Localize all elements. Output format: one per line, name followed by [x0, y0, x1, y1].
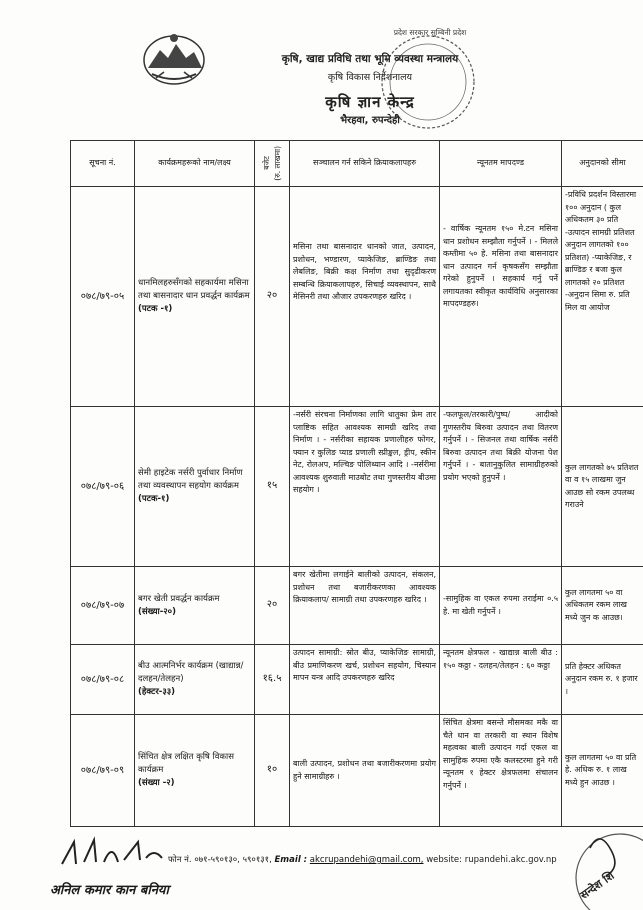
header-minimum-criteria: न्यूनतम मापदण्ड [440, 141, 562, 187]
minimum-criteria-text: - वार्षिक न्यूनतम १५० मे.टन मसिना धान प्रशोधन सम्झौता गर्नुपर्ने । - मिलले कम्तीमा ५० हे. मसिना तथा बासनादार धान उत्पादन गर्न कृषकसँग सम्झौता गरेको हुनुपर्ने । सहकार्य गर्नु पर्ने लगायतका स्वीकृत कार्यविधि अनुसारका मापदण्डहरु। [440, 187, 562, 407]
header-programme-name: कार्यक्रमहरूको नाम/लक्ष्य [135, 141, 255, 187]
table-header-row [71, 141, 643, 187]
header-budget [255, 141, 290, 187]
programme-name-text: बगर खेती प्रवर्द्धन कार्यक्रम [138, 593, 220, 604]
programme-name-text: सिंचित क्षेत्र लक्षित कृषि विकास कार्यक्रम [138, 752, 234, 775]
budget-value: १५ [255, 407, 290, 567]
header-activities: सञ्चालन गर्न सकिने क्रियाकलापहरु [290, 141, 440, 187]
budget-value: १६.५ [255, 645, 290, 715]
programme-name [135, 407, 255, 567]
grant-limit-text: कुल लागतमा ५० वा अधिकतम रकम लाख मध्ये जुन क आउछ। [562, 567, 643, 645]
activities-text: मसिना तथा बासनादार धानको जात, उत्पादन, प्रशोधन, भण्डारण, प्याकेजिङ, ब्राण्डिङ तथा लेबलिङ, बिक्री कक्ष निर्माण तथा सुदृढीकरण सम्बन्धि क्रियाकलापहरु, सिचाई व्यवस्थापन, साथै मेसिनरी तथा औजार उपकरणहरु खरिद । [290, 187, 440, 407]
budget-value: १० [255, 715, 290, 827]
header-grant-limit: अनुदानको सीमा [562, 141, 643, 187]
activities-text: उत्पादन सामाग्री: स्रोत बीउ, प्याकेजिङ सामाग्री, बीउ प्रमाणिकरण खर्च, प्रशोधन सहयोग, चिस्यान मापन यन्त्र आदि उपकरणहरु खरिद [290, 645, 440, 715]
programme-target: (पटक-१) [138, 494, 170, 504]
table-row [71, 645, 643, 715]
website-link[interactable]: rupandehi.akc.gov.np [464, 855, 557, 865]
stamp-bottom-text: सन्देश शि [577, 869, 617, 902]
table-row [71, 715, 643, 827]
activities-text: बगर खेतीमा लगाईने बालीको उत्पादन, संकलन, प्रशोधन तथा बजारीकरणका आवश्यक क्रियाकलाप/ सामाग्री तथा उपकरणहरु खरिद । [290, 567, 440, 645]
table-row [71, 187, 643, 407]
programme-table [70, 140, 643, 827]
activities-text: बाली उत्पादन, प्रशोधन तथा बजारीकरणमा प्रयोग हुने सामाग्रीहरु । [290, 715, 440, 827]
minimum-criteria-text: सिंचित क्षेत्रमा बसन्ते मौसमका मकै वा चैते धान वा तरकारी वा स्थान विशेष महत्वका बाली उत्पादन गर्दा एकल वा सामुहिक रुपमा एकै कलस्टरमा हुने गरी न्यूनतम १ हेक्टर क्षेत्रफलमा संचालन गर्नुपर्ने । [440, 715, 562, 827]
programme-target: (हेक्टर-३३) [138, 687, 176, 697]
programme-name [135, 187, 255, 407]
activities-text: -नर्सरी संरचना निर्माणका लागि धातुका फ्रेम तार प्लाष्टिक सहित आवश्यक सामग्री खरिद तथा निर्माण । - नर्सरीका सहायक प्रणालीहरु फोगर, फ्यान र कुलिङ प्याड प्रणाली स्प्रीङ्कल, ड्रीप, स्कीन नेट, रोलअप, मल्चिङ पोलिथ्यान आदि । -नर्सरीमा आवश्यक शुरुवाती माउबोट तथा गुणस्तरीय बीउमा सहयोग । [290, 407, 440, 567]
budget-value: २० [255, 187, 290, 407]
minimum-criteria-text: न्यूनतम क्षेत्रफल - खाद्यान्न बाली बीउ : १५० कठ्ठा - दलहन/तेलहन : ६० कठ्ठा [440, 645, 562, 715]
ministry-title: कृषि, खाद्य प्रविधि तथा भूमि व्यवस्था मन्त्रालय [281, 53, 459, 65]
email-label: Email : [274, 855, 308, 865]
directorate-title: कृषि विकास निर्देशनालय [327, 72, 413, 83]
office-stamp-bottom [560, 818, 643, 910]
website-label: website: [426, 855, 463, 865]
email-link[interactable]: akcrupandehi@gmail.com, [309, 855, 424, 865]
table-row [71, 407, 643, 567]
budget-value: २० [255, 567, 290, 645]
notice-number: ०७८/७९-०५ [71, 187, 135, 407]
grant-limit-text: प्रति हेक्टर अधिकत अनुदान रकम रु. १ हजार । [562, 645, 643, 715]
minimum-criteria-text: -फलफूल/तरकारी/पुष्प/ आदीको गुणस्तरीय बिरुवा उत्पादन तथा वितरण गर्नुपर्ने । - सिजनल तथा वार्षिक नर्सरी बिरुवा उत्पादन तथा बिक्री योजना पेश गर्नुपर्ने । - बातानुकुलित सामाग्रीहरुको प्रयोग भएको हुनुपर्ने । [440, 407, 562, 567]
programme-name [135, 567, 255, 645]
programme-target: (पटक -१) [138, 304, 173, 314]
programme-name-text: सेमी हाइटेक नर्सरी पुर्वाधार निर्माण तथा व्यवस्थापन सहयोग कार्यक्रम [138, 468, 243, 491]
table-row [71, 567, 643, 645]
phone-number: ०७१-५९०१३०, ५९०१३१, [194, 855, 272, 865]
office-title: कृषि ज्ञान केन्द्र [325, 93, 415, 111]
grant-limit-text: कुल लागतमा ५० वा प्रति हे. अधिक रु. १ लाख मध्ये हुन आउछ । [562, 715, 643, 827]
grant-limit-text: कुल लागतको ७५ प्रतिशत वा व १५ लाखमा जुन आउछ सो रकम उपलब्ध गराउने [562, 407, 643, 567]
office-location: भैरहवा, रुपन्देही [340, 115, 400, 126]
signer-name: अनिल कमार कान बनिया [50, 883, 169, 898]
programme-name-text: बीउ आत्मनिर्भर कार्यक्रम (खाद्यान्न/दलहन/तेलहन) [138, 661, 244, 684]
stamp-top-text: प्रदेश सरकार सुम्बिनी प्रदेश [393, 28, 467, 37]
programme-name [135, 645, 255, 715]
minimum-criteria-text: -सामुहिक वा एकल रुपमा तराईमा ०.५ हे. मा खेती गर्नुपर्ने । [440, 567, 562, 645]
notice-number: ०७८/७९-०७ [71, 567, 135, 645]
phone-label: फोन नं. [168, 855, 192, 865]
programme-name [135, 715, 255, 827]
programme-target: (संख्या -२) [138, 778, 175, 788]
header-notice-number: सूचना नं. [71, 141, 135, 187]
header-budget-label: बजेट [262, 156, 271, 171]
notice-number: ०७८/७९-०८ [71, 645, 135, 715]
notice-number: ०७८/७९-०६ [71, 407, 135, 567]
header-budget-unit: (रु. लाखमा) [273, 146, 282, 181]
notice-number: ०७८/७९-०९ [71, 715, 135, 827]
grant-limit-text: -प्रविधि प्रदर्शन विस्तारमा १०० अनुदान ( कुल अधिकतम ३० प्रति -उत्पादन सामग्री प्रतिशत अनुदान लागतको १०० प्रतिशत) -प्याकेजिङ, र ब्राण्डिङ र बजा कुल लागतको २० प्रतिशत -अनुदान सिमा रु. प्रति मिल वा आयोज [562, 187, 643, 407]
programme-name-text: धानमिलहरुसँगको सहकार्यमा मसिना तथा बासनादार धान प्रवर्द्धन कार्यक्रम [138, 278, 250, 301]
programme-target: (संख्या-२०) [138, 606, 176, 617]
